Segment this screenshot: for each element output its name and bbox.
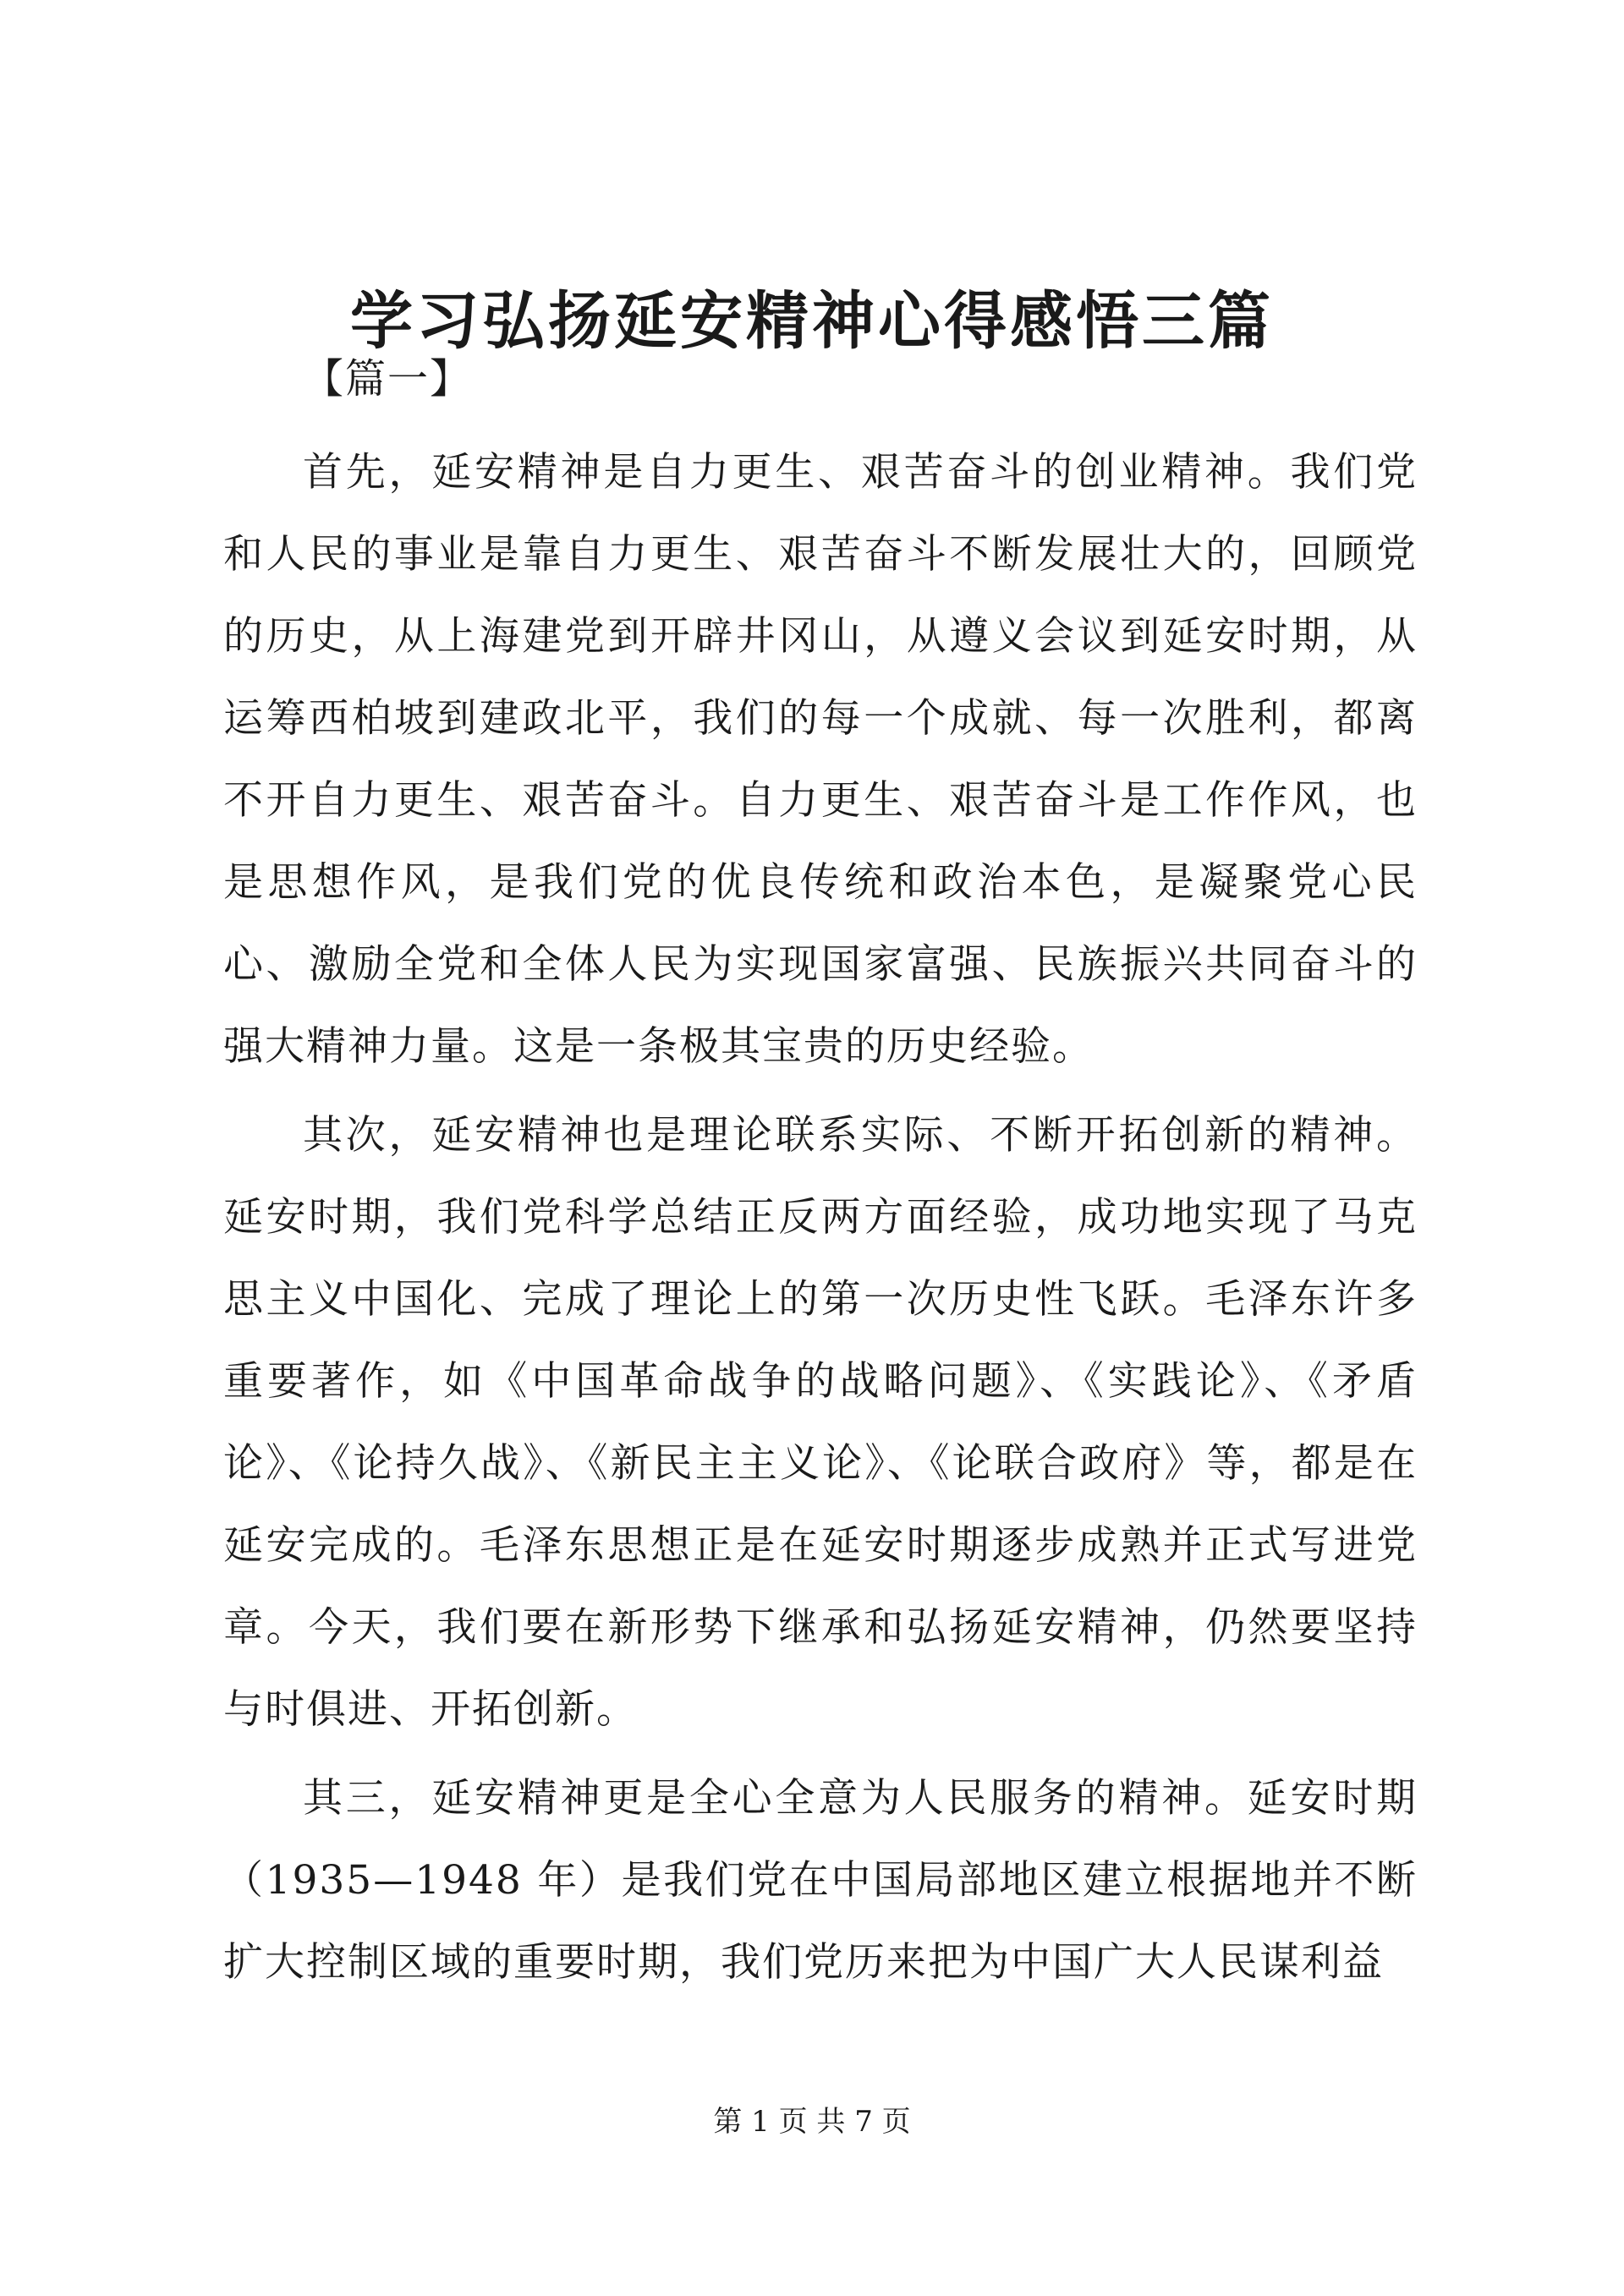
- paragraph-1: 首先，延安精神是自力更生、艰苦奋斗的创业精神。我们党和人民的事业是靠自力更生、艰苦奋斗不断发展壮大的，回顾党的历史，从上海建党到开辟井冈山，从遵义会议到延安时期，从运筹西柏坡到建政北平，我们的每一个成就、每一次胜利，都离不开自力更生、艰苦奋斗。自力更生、艰苦奋斗是工作作风，也是思想作风，是我们党的优良传统和政治本色，是凝聚党心民心、激励全党和全体人民为实现国家富强、民族振兴共同奋斗的强大精神力量。这是一条极其宝贵的历史经验。: [223, 449, 1418, 1070]
- paragraph-2: 其次，延安精神也是理论联系实际、不断开拓创新的精神。延安时期，我们党科学总结正反两方面经验，成功地实现了马克思主义中国化、完成了理论上的第一次历史性飞跃。毛泽东许多重要著作，如《中国革命战争的战略问题》、《实践论》、《矛盾论》、《论持久战》、《新民主主义论》、《论联合政府》等，都是在延安完成的。毛泽东思想正是在延安时期逐步成熟并正式写进党章。今天，我们要在新形势下继承和弘扬延安精神，仍然要坚持与时俱进、开拓创新。: [223, 1112, 1418, 1733]
- page-footer: 第 1 页 共 7 页: [713, 2105, 911, 2139]
- section-label: 【篇一】: [303, 355, 473, 403]
- paragraph-3: 其三，延安精神更是全心全意为人民服务的精神。延安时期（1935—1948 年）是我们党在中国局部地区建立根据地并不断扩大控制区域的重要时期，我们党历来把为中国广大人民谋利益: [223, 1775, 1418, 1986]
- document-title: 学习弘扬延安精神心得感悟三篇: [350, 285, 1274, 358]
- document-body: [223, 431, 1418, 2003]
